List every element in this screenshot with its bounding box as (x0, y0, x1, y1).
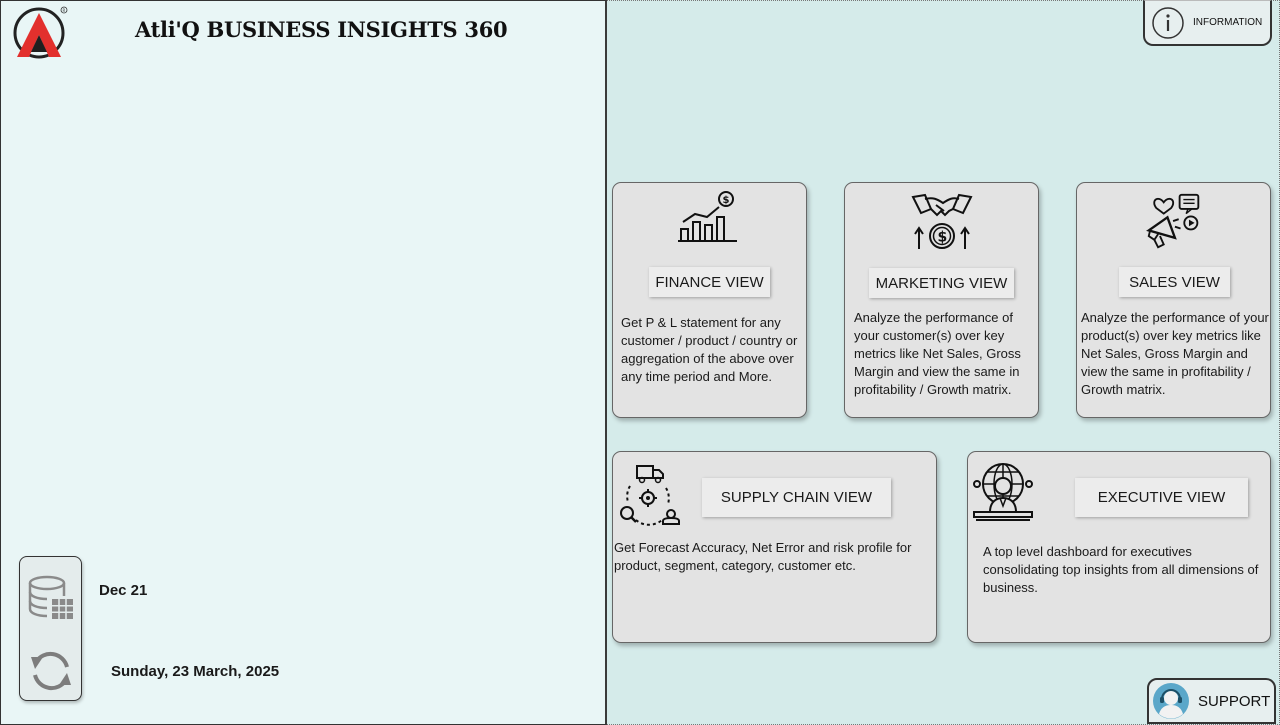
megaphone-icon (1143, 193, 1205, 251)
info-icon (1151, 6, 1185, 40)
marketing-view-card[interactable] (844, 182, 1039, 418)
handshake-dollar-icon (911, 191, 973, 253)
app-title: Atli'Q BUSINESS INSIGHTS 360 (135, 17, 508, 42)
sales-view-button[interactable]: SALES VIEW (1119, 267, 1230, 297)
svg-text:R: R (62, 8, 66, 13)
support-button[interactable] (1147, 678, 1276, 724)
data-refresh-panel (19, 556, 82, 701)
executive-view-description: A top level dashboard for executives consolidating top insights from all dimensions of business. (983, 544, 1259, 595)
executive-view-card[interactable] (967, 451, 1271, 643)
executive-globe-icon (972, 460, 1034, 522)
marketing-view-button[interactable]: MARKETING VIEW (869, 268, 1014, 298)
support-label: SUPPORT (1198, 692, 1271, 710)
growth-chart-icon (675, 189, 739, 243)
finance-view-button[interactable]: FINANCE VIEW (649, 267, 770, 297)
current-date: Sunday, 23 March, 2025 (111, 663, 280, 680)
sales-view-card[interactable] (1076, 182, 1271, 418)
left-panel (0, 0, 607, 725)
svg-text:$: $ (722, 195, 730, 206)
supply-chain-view-card[interactable] (612, 451, 937, 643)
information-button[interactable] (1143, 0, 1272, 46)
marketing-view-description: Analyze the performance of your customer(s) over key metrics like Net Sales, Gross Margin and view the same in profitability / Growth matrix. (854, 310, 1021, 397)
finance-view-card[interactable] (612, 182, 807, 418)
refresh-icon[interactable] (27, 647, 75, 695)
information-label: INFORMATION (1193, 17, 1263, 28)
svg-text:$: $ (937, 229, 948, 246)
database-table-icon (27, 574, 77, 622)
data-refresh-month: Dec 21 (99, 582, 148, 599)
finance-view-description: Get P & L statement for any customer / product / country or aggregation of the above over any time period and More. (621, 315, 798, 384)
atliq-logo-icon (11, 5, 69, 59)
executive-view-button[interactable]: EXECUTIVE VIEW (1075, 478, 1248, 517)
supply-chain-icon (618, 464, 680, 526)
support-agent-icon (1152, 682, 1190, 720)
supply-chain-view-description: Get Forecast Accuracy, Net Error and risk profile for product, segment, category, customer etc. (614, 540, 912, 573)
sales-view-description: Analyze the performance of your product(s) over key metrics like Net Sales, Gross Margin and view the same in profitability / Growth matrix. (1081, 310, 1269, 397)
supply-chain-view-button[interactable]: SUPPLY CHAIN VIEW (702, 478, 891, 517)
